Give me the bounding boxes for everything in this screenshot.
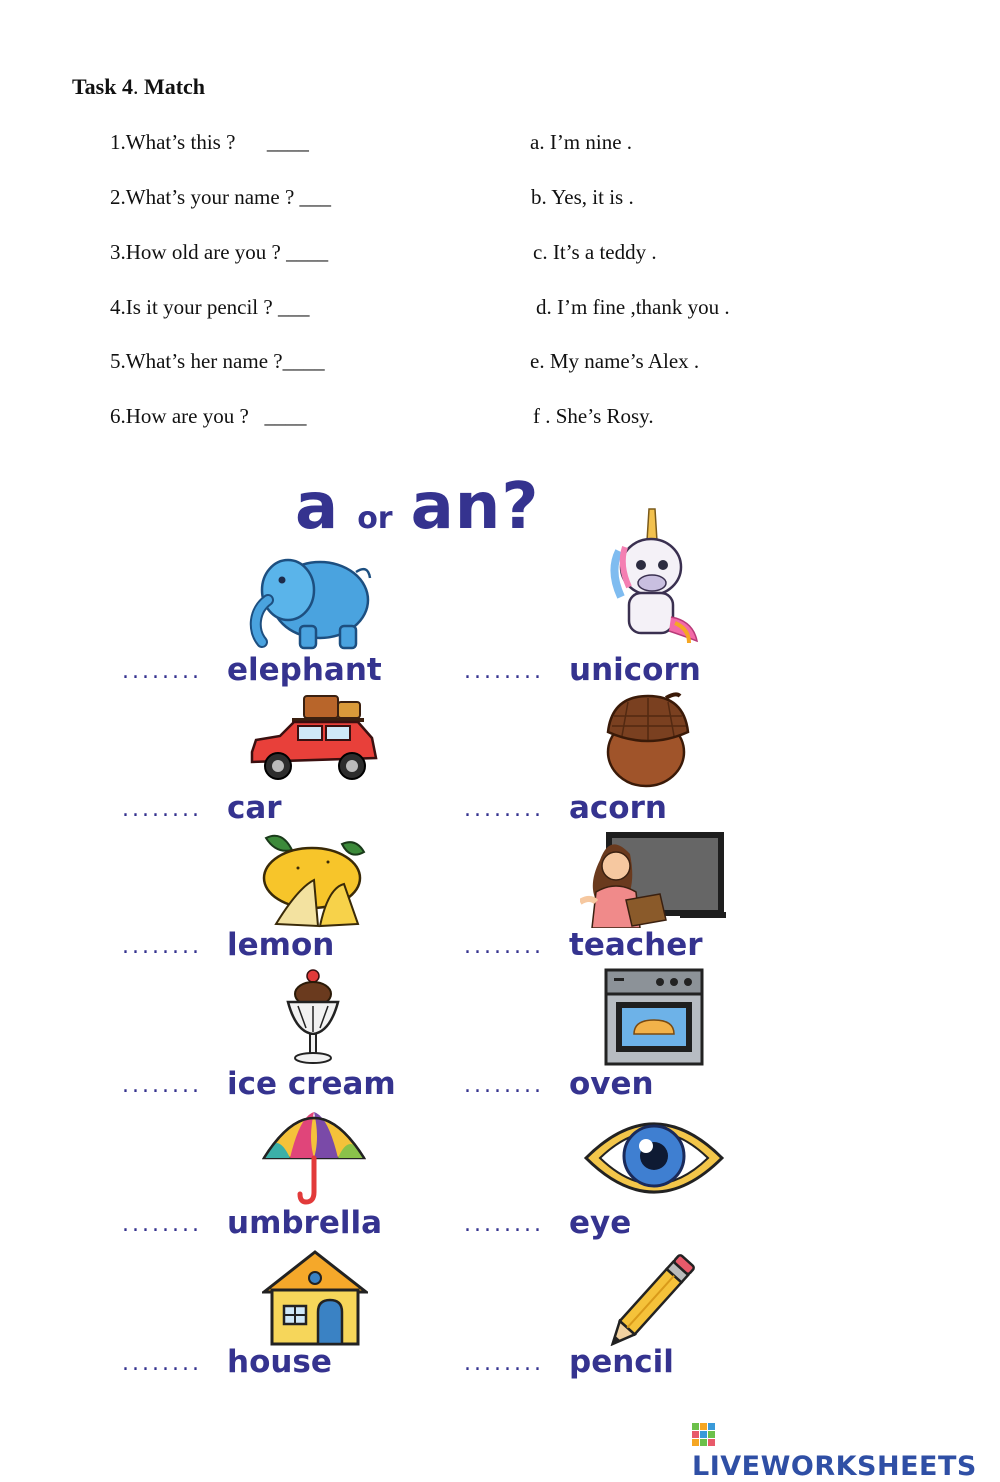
car-picture: [246, 690, 380, 790]
pencil-picture: [604, 1248, 704, 1346]
a-or-an-heading: [295, 470, 539, 544]
teacher-picture: [580, 830, 728, 928]
blank-lemon[interactable]: ........: [122, 934, 202, 959]
elephant-picture: [248, 550, 376, 652]
blank-car[interactable]: ........: [122, 797, 202, 822]
word-ice-cream: ice cream: [227, 1066, 396, 1102]
word-lemon: lemon: [227, 927, 335, 963]
blank-ice-cream[interactable]: ........: [122, 1073, 202, 1098]
word-pencil: pencil: [569, 1344, 674, 1380]
blank-house[interactable]: ........: [122, 1351, 202, 1376]
ice-cream-picture: [282, 968, 344, 1066]
liveworksheets-logo-icon: [692, 1423, 716, 1447]
question-2[interactable]: 2.What’s your name ? ___: [110, 185, 332, 209]
blank-acorn[interactable]: ........: [464, 797, 544, 822]
acorn-picture: [602, 692, 694, 788]
oven-picture: [604, 968, 704, 1068]
blank-unicorn[interactable]: ........: [464, 659, 544, 684]
heading-an: an?: [410, 470, 540, 544]
word-row-oven: [464, 1066, 654, 1102]
word-row-ice-cream: [122, 1066, 396, 1102]
unicorn-picture: [605, 507, 701, 647]
word-elephant: elephant: [227, 652, 382, 688]
blank-oven[interactable]: ........: [464, 1073, 544, 1098]
word-row-acorn: [464, 790, 667, 826]
question-4[interactable]: 4.Is it your pencil ? ___: [110, 295, 310, 319]
umbrella-picture: [262, 1108, 366, 1206]
blank-elephant[interactable]: ........: [122, 659, 202, 684]
answer-e: e. My name’s Alex .: [530, 349, 700, 373]
question-5[interactable]: 5.What’s her name ?____: [110, 349, 325, 373]
question-6[interactable]: 6.How are you ? ____: [110, 404, 307, 428]
question-3[interactable]: 3.How old are you ? ____: [110, 240, 329, 264]
word-teacher: teacher: [569, 927, 703, 963]
answer-a: a. I’m nine .: [530, 130, 633, 154]
word-row-eye: [464, 1205, 631, 1241]
blank-pencil[interactable]: ........: [464, 1351, 544, 1376]
word-row-elephant: [122, 652, 382, 688]
brand-name: LIVEWORKSHEETS: [692, 1451, 977, 1482]
answer-f: f . She’s Rosy.: [533, 404, 654, 428]
question-1[interactable]: 1.What’s this ? ____: [110, 130, 309, 154]
blank-eye[interactable]: ........: [464, 1212, 544, 1237]
word-row-teacher: [464, 927, 703, 963]
word-row-umbrella: [122, 1205, 382, 1241]
word-row-lemon: [122, 927, 334, 963]
task-sep: .: [132, 74, 144, 99]
blank-teacher[interactable]: ........: [464, 934, 544, 959]
word-oven: oven: [569, 1066, 654, 1102]
lemon-picture: [258, 828, 366, 928]
eye-picture: [582, 1108, 726, 1208]
task-number: Task 4: [72, 74, 133, 99]
word-acorn: acorn: [569, 790, 667, 826]
answer-b: b. Yes, it is .: [531, 185, 634, 209]
blank-umbrella[interactable]: ........: [122, 1212, 202, 1237]
answer-c: c. It’s a teddy .: [533, 240, 657, 264]
word-eye: eye: [569, 1205, 632, 1241]
heading-or: or: [357, 501, 393, 536]
liveworksheets-logo[interactable]: [692, 1420, 1000, 1482]
word-unicorn: unicorn: [569, 652, 701, 688]
task-label: Match: [143, 74, 206, 99]
word-row-house: [122, 1344, 332, 1380]
word-house: house: [227, 1344, 332, 1380]
answer-d: d. I’m fine ,thank you .: [536, 295, 730, 319]
heading-a: a: [295, 470, 340, 544]
task-title: [72, 74, 205, 100]
word-row-car: [122, 790, 282, 826]
word-umbrella: umbrella: [227, 1205, 383, 1241]
house-picture: [262, 1248, 368, 1346]
word-row-unicorn: [464, 652, 701, 688]
word-row-pencil: [464, 1344, 674, 1380]
word-car: car: [227, 790, 282, 826]
